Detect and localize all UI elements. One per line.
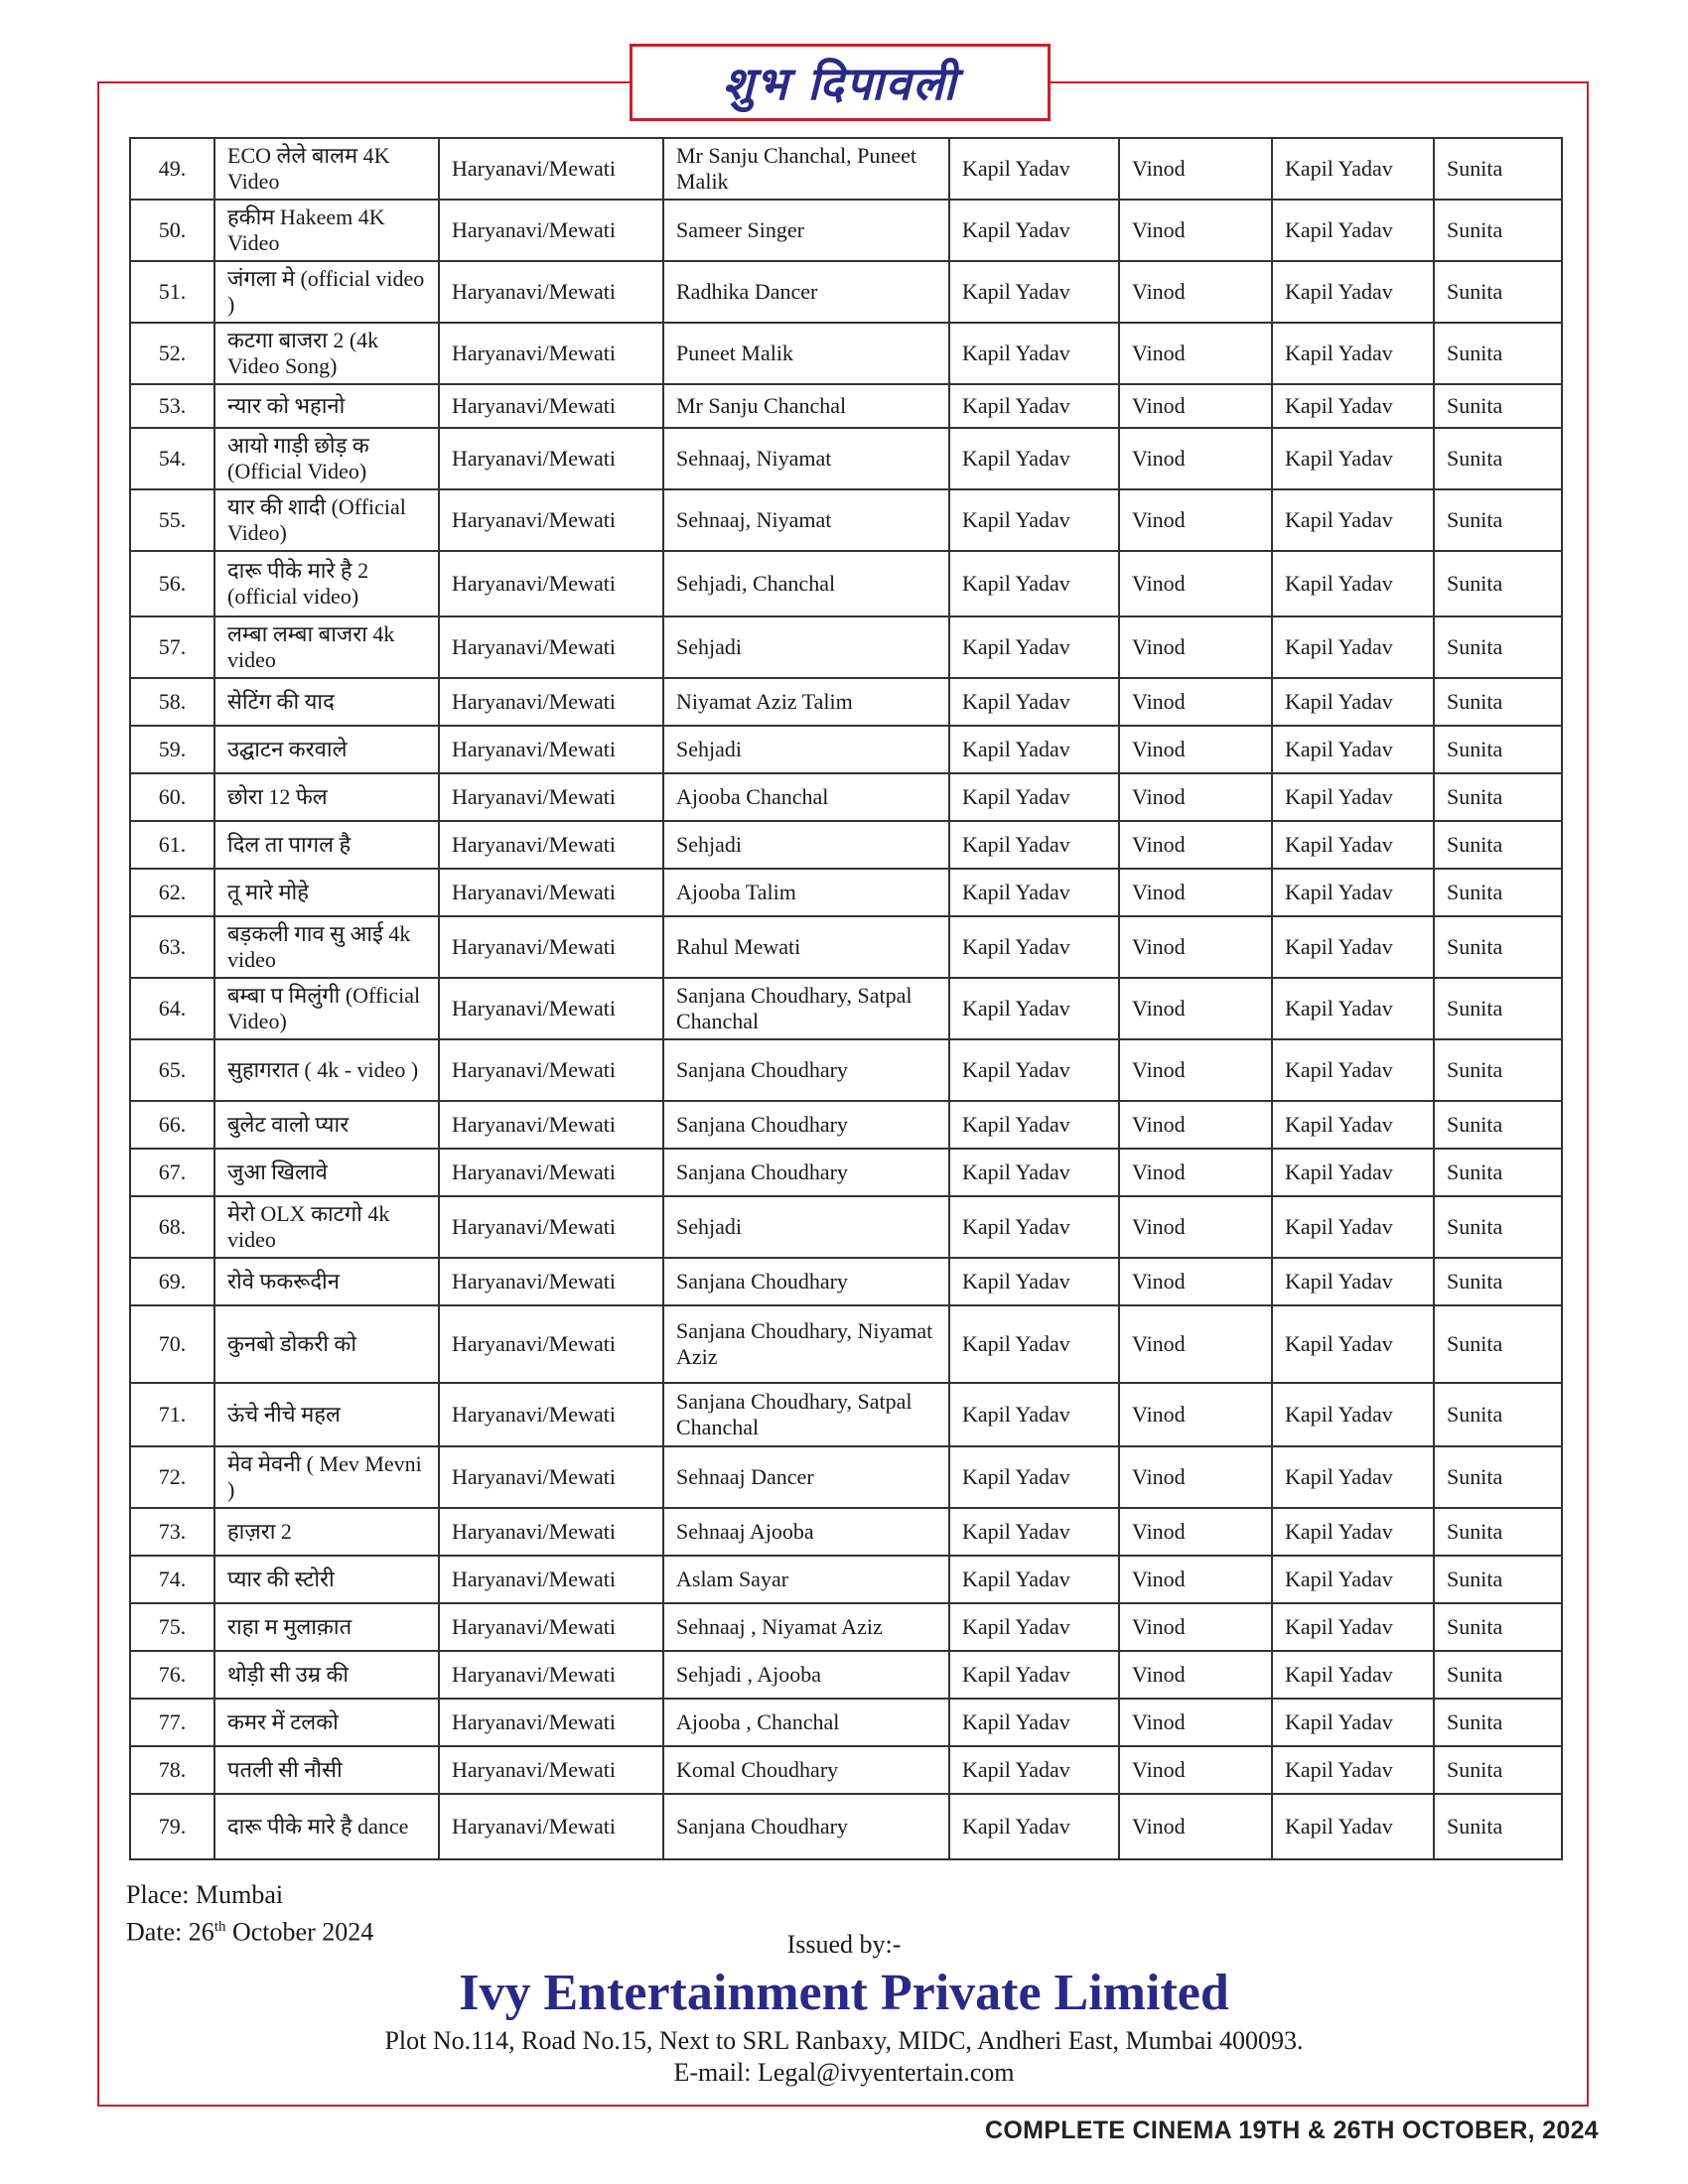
credit-cell: Kapil Yadav [1272, 726, 1434, 773]
language-cell: Haryanavi/Mewati [439, 726, 663, 773]
credit-cell: Kapil Yadav [1272, 773, 1434, 821]
artist-cell: Sehnaaj Dancer [663, 1446, 949, 1508]
language-cell: Haryanavi/Mewati [439, 1383, 663, 1446]
artist-cell: Sehjadi [663, 726, 949, 773]
credit-cell: Sunita [1434, 869, 1562, 916]
row-number: 65. [130, 1039, 214, 1101]
credit-cell: Kapil Yadav [949, 869, 1119, 916]
credit-cell: Kapil Yadav [1272, 1383, 1434, 1446]
table-row [130, 1039, 1562, 1101]
artist-cell: Ajooba Chanchal [663, 773, 949, 821]
credit-cell: Kapil Yadav [1272, 1039, 1434, 1101]
song-title: सुहागरात ( 4k - video ) [214, 1039, 439, 1101]
credit-cell: Vinod [1119, 678, 1272, 726]
table-row [130, 1258, 1562, 1305]
credit-cell: Vinod [1119, 1149, 1272, 1196]
artist-cell: Sanjana Choudhary [663, 1101, 949, 1149]
language-cell: Haryanavi/Mewati [439, 1101, 663, 1149]
artist-cell: Aslam Sayar [663, 1556, 949, 1603]
artist-cell: Sehnaaj Ajooba [663, 1508, 949, 1556]
artist-cell: Sehjadi, Chanchal [663, 551, 949, 616]
song-title: प्यार की स्टोरी [214, 1556, 439, 1603]
credit-cell: Kapil Yadav [949, 678, 1119, 726]
table-row [130, 1101, 1562, 1149]
table-body [130, 138, 1562, 1859]
song-title: न्यार को भहानो [214, 384, 439, 428]
table-row [130, 1556, 1562, 1603]
company-name: Ivy Entertainment Private Limited [459, 1965, 1229, 2021]
company-email: E-mail: Legal@ivyentertain.com [673, 2058, 1015, 2087]
credit-cell: Vinod [1119, 200, 1272, 261]
artist-cell: Sehjadi [663, 1196, 949, 1258]
table-row [130, 1446, 1562, 1508]
row-number: 50. [130, 200, 214, 261]
row-number: 73. [130, 1508, 214, 1556]
row-number: 76. [130, 1651, 214, 1699]
credit-cell: Kapil Yadav [1272, 1446, 1434, 1508]
row-number: 78. [130, 1746, 214, 1794]
credit-cell: Kapil Yadav [1272, 678, 1434, 726]
row-number: 61. [130, 821, 214, 869]
credit-cell: Vinod [1119, 489, 1272, 551]
artist-cell: Mr Sanju Chanchal [663, 384, 949, 428]
credit-cell: Kapil Yadav [1272, 1794, 1434, 1859]
credit-cell: Vinod [1119, 869, 1272, 916]
artist-cell: Sehnaaj, Niyamat [663, 428, 949, 489]
credit-cell: Sunita [1434, 200, 1562, 261]
table-row [130, 1651, 1562, 1699]
credit-cell: Vinod [1119, 1383, 1272, 1446]
credit-cell: Vinod [1119, 1101, 1272, 1149]
row-number: 58. [130, 678, 214, 726]
row-number: 49. [130, 138, 214, 200]
credit-cell: Vinod [1119, 384, 1272, 428]
credit-cell: Sunita [1434, 821, 1562, 869]
place-label: Place: Mumbai [126, 1880, 284, 1909]
language-cell: Haryanavi/Mewati [439, 1746, 663, 1794]
row-number: 57. [130, 616, 214, 678]
song-title: तू मारे मोहे [214, 869, 439, 916]
row-number: 55. [130, 489, 214, 551]
company-address: Plot No.114, Road No.15, Next to SRL Ranbaxy, MIDC, Andheri East, Mumbai 400093. [384, 2026, 1304, 2055]
credit-cell: Vinod [1119, 616, 1272, 678]
credit-cell: Kapil Yadav [949, 428, 1119, 489]
song-title: उद्घाटन करवाले [214, 726, 439, 773]
credit-cell: Sunita [1434, 138, 1562, 200]
table-row [130, 323, 1562, 384]
credit-cell: Sunita [1434, 916, 1562, 978]
language-cell: Haryanavi/Mewati [439, 1039, 663, 1101]
song-title: लम्बा लम्बा बाजरा 4k video [214, 616, 439, 678]
song-title: ऊंचे नीचे महल [214, 1383, 439, 1446]
language-cell: Haryanavi/Mewati [439, 1794, 663, 1859]
language-cell: Haryanavi/Mewati [439, 428, 663, 489]
credit-cell: Sunita [1434, 323, 1562, 384]
table-row [130, 1746, 1562, 1794]
credit-cell: Vinod [1119, 261, 1272, 323]
song-title: दिल ता पागल है [214, 821, 439, 869]
credit-cell: Vinod [1119, 551, 1272, 616]
credit-cell: Vinod [1119, 1651, 1272, 1699]
credit-cell: Sunita [1434, 1651, 1562, 1699]
table-row [130, 551, 1562, 616]
language-cell: Haryanavi/Mewati [439, 978, 663, 1039]
table-row [130, 1383, 1562, 1446]
credit-cell: Kapil Yadav [1272, 1149, 1434, 1196]
table-row [130, 1699, 1562, 1746]
credit-cell: Sunita [1434, 1305, 1562, 1383]
language-cell: Haryanavi/Mewati [439, 1556, 663, 1603]
table-row [130, 200, 1562, 261]
song-title: सेटिंग की याद [214, 678, 439, 726]
language-cell: Haryanavi/Mewati [439, 1196, 663, 1258]
credit-cell: Kapil Yadav [949, 1699, 1119, 1746]
credit-cell: Sunita [1434, 1383, 1562, 1446]
artist-cell: Sanjana Choudhary, Niyamat Aziz [663, 1305, 949, 1383]
credit-cell: Sunita [1434, 1039, 1562, 1101]
credit-cell: Vinod [1119, 138, 1272, 200]
credit-cell: Kapil Yadav [949, 1651, 1119, 1699]
song-title: रोवे फकरूदीन [214, 1258, 439, 1305]
language-cell: Haryanavi/Mewati [439, 1699, 663, 1746]
credit-cell: Sunita [1434, 1603, 1562, 1651]
credit-cell: Sunita [1434, 1196, 1562, 1258]
table-row [130, 1305, 1562, 1383]
song-title: कमर में टलको [214, 1699, 439, 1746]
song-title: पतली सी नौसी [214, 1746, 439, 1794]
credit-cell: Kapil Yadav [1272, 1556, 1434, 1603]
credit-cell: Kapil Yadav [1272, 323, 1434, 384]
credit-cell: Kapil Yadav [949, 489, 1119, 551]
credit-cell: Kapil Yadav [1272, 489, 1434, 551]
song-title: यार की शादी (Official Video) [214, 489, 439, 551]
song-title: दारू पीके मारे है dance [214, 1794, 439, 1859]
credit-cell: Kapil Yadav [949, 1556, 1119, 1603]
row-number: 74. [130, 1556, 214, 1603]
row-number: 64. [130, 978, 214, 1039]
issued-by: Issued by:- [786, 1930, 902, 1959]
credit-cell: Kapil Yadav [1272, 821, 1434, 869]
song-title: मेव मेवनी ( Mev Mevni ) [214, 1446, 439, 1508]
credit-cell: Vinod [1119, 1508, 1272, 1556]
credit-cell: Kapil Yadav [949, 916, 1119, 978]
credit-cell: Kapil Yadav [949, 323, 1119, 384]
artist-cell: Ajooba Talim [663, 869, 949, 916]
row-number: 70. [130, 1305, 214, 1383]
language-cell: Haryanavi/Mewati [439, 384, 663, 428]
artist-cell: Radhika Dancer [663, 261, 949, 323]
credit-cell: Kapil Yadav [1272, 138, 1434, 200]
language-cell: Haryanavi/Mewati [439, 200, 663, 261]
song-title: थोड़ी सी उम्र की [214, 1651, 439, 1699]
language-cell: Haryanavi/Mewati [439, 1651, 663, 1699]
artist-cell: Rahul Mewati [663, 916, 949, 978]
credit-cell: Kapil Yadav [949, 200, 1119, 261]
song-title: हकीम Hakeem 4K Video [214, 200, 439, 261]
song-title: आयो गाड़ी छोड़ क (Official Video) [214, 428, 439, 489]
language-cell: Haryanavi/Mewati [439, 1258, 663, 1305]
credit-cell: Vinod [1119, 1258, 1272, 1305]
artist-cell: Sehnaaj, Niyamat [663, 489, 949, 551]
credit-cell: Kapil Yadav [949, 1305, 1119, 1383]
credit-cell: Kapil Yadav [949, 138, 1119, 200]
language-cell: Haryanavi/Mewati [439, 678, 663, 726]
table-row [130, 616, 1562, 678]
table-row [130, 869, 1562, 916]
artist-cell: Sanjana Choudhary, Satpal Chanchal [663, 1383, 949, 1446]
artist-cell: Mr Sanju Chanchal, Puneet Malik [663, 138, 949, 200]
language-cell: Haryanavi/Mewati [439, 1508, 663, 1556]
song-title: कुनबो डोकरी को [214, 1305, 439, 1383]
table-row [130, 428, 1562, 489]
song-title: राहा म मुलाक़ात [214, 1603, 439, 1651]
artist-cell: Puneet Malik [663, 323, 949, 384]
table-row [130, 726, 1562, 773]
artist-cell: Sanjana Choudhary [663, 1039, 949, 1101]
credit-cell: Sunita [1434, 726, 1562, 773]
language-cell: Haryanavi/Mewati [439, 323, 663, 384]
table-row [130, 821, 1562, 869]
credit-cell: Kapil Yadav [949, 726, 1119, 773]
table-row [130, 1603, 1562, 1651]
artist-cell: Komal Choudhary [663, 1746, 949, 1794]
credit-cell: Sunita [1434, 1149, 1562, 1196]
credit-cell: Kapil Yadav [949, 821, 1119, 869]
row-number: 52. [130, 323, 214, 384]
song-title: जंगला मे (official video ) [214, 261, 439, 323]
table-row [130, 1508, 1562, 1556]
credit-cell: Vinod [1119, 428, 1272, 489]
credit-cell: Vinod [1119, 1556, 1272, 1603]
artist-cell: Sehjadi , Ajooba [663, 1651, 949, 1699]
credit-cell: Kapil Yadav [1272, 261, 1434, 323]
language-cell: Haryanavi/Mewati [439, 261, 663, 323]
row-number: 62. [130, 869, 214, 916]
credit-cell: Kapil Yadav [1272, 200, 1434, 261]
row-number: 77. [130, 1699, 214, 1746]
credit-cell: Kapil Yadav [949, 1196, 1119, 1258]
table-row [130, 384, 1562, 428]
credit-cell: Vinod [1119, 726, 1272, 773]
credit-cell: Kapil Yadav [949, 1383, 1119, 1446]
song-title: बड़कली गाव सु आई 4k video [214, 916, 439, 978]
credit-cell: Sunita [1434, 1101, 1562, 1149]
credit-cell: Vinod [1119, 978, 1272, 1039]
date-label: Date: 26th October 2024 [126, 1917, 374, 1947]
credit-cell: Kapil Yadav [949, 1746, 1119, 1794]
artist-cell: Sehjadi [663, 821, 949, 869]
credit-cell: Sunita [1434, 1556, 1562, 1603]
credit-cell: Vinod [1119, 1196, 1272, 1258]
publication-line: COMPLETE CINEMA 19TH & 26TH OCTOBER, 2024 [985, 2116, 1599, 2144]
table-row [130, 678, 1562, 726]
language-cell: Haryanavi/Mewati [439, 1603, 663, 1651]
row-number: 51. [130, 261, 214, 323]
credit-cell: Kapil Yadav [1272, 1101, 1434, 1149]
table-row [130, 773, 1562, 821]
credit-cell: Kapil Yadav [949, 1603, 1119, 1651]
row-number: 63. [130, 916, 214, 978]
credit-cell: Kapil Yadav [949, 616, 1119, 678]
language-cell: Haryanavi/Mewati [439, 773, 663, 821]
row-number: 53. [130, 384, 214, 428]
artist-cell: Sanjana Choudhary [663, 1258, 949, 1305]
row-number: 75. [130, 1603, 214, 1651]
credit-cell: Sunita [1434, 678, 1562, 726]
language-cell: Haryanavi/Mewati [439, 551, 663, 616]
credit-cell: Vinod [1119, 916, 1272, 978]
credit-cell: Vinod [1119, 773, 1272, 821]
language-cell: Haryanavi/Mewati [439, 869, 663, 916]
language-cell: Haryanavi/Mewati [439, 1149, 663, 1196]
credit-cell: Kapil Yadav [949, 261, 1119, 323]
credit-cell: Vinod [1119, 821, 1272, 869]
credit-cell: Kapil Yadav [949, 551, 1119, 616]
artist-cell: Ajooba , Chanchal [663, 1699, 949, 1746]
credit-cell: Kapil Yadav [1272, 616, 1434, 678]
credit-cell: Sunita [1434, 616, 1562, 678]
artist-cell: Sanjana Choudhary [663, 1149, 949, 1196]
credit-cell: Sunita [1434, 1258, 1562, 1305]
credit-cell: Kapil Yadav [949, 1039, 1119, 1101]
song-title: बुलेट वालो प्यार [214, 1101, 439, 1149]
table-row [130, 978, 1562, 1039]
credit-cell: Kapil Yadav [1272, 978, 1434, 1039]
language-cell: Haryanavi/Mewati [439, 821, 663, 869]
row-number: 72. [130, 1446, 214, 1508]
credit-cell: Sunita [1434, 773, 1562, 821]
row-number: 54. [130, 428, 214, 489]
artist-cell: Sehnaaj , Niyamat Aziz [663, 1603, 949, 1651]
song-title: हाज़रा 2 [214, 1508, 439, 1556]
credit-cell: Sunita [1434, 1446, 1562, 1508]
song-title: जुआ खिलावे [214, 1149, 439, 1196]
language-cell: Haryanavi/Mewati [439, 1305, 663, 1383]
credit-cell: Kapil Yadav [949, 1258, 1119, 1305]
song-title: बम्बा प मिलुंगी (Official Video) [214, 978, 439, 1039]
credit-cell: Kapil Yadav [949, 1149, 1119, 1196]
credit-cell: Sunita [1434, 384, 1562, 428]
credit-cell: Kapil Yadav [1272, 1746, 1434, 1794]
artist-cell: Sanjana Choudhary [663, 1794, 949, 1859]
language-cell: Haryanavi/Mewati [439, 138, 663, 200]
song-title: ECO लेले बालम 4K Video [214, 138, 439, 200]
row-number: 60. [130, 773, 214, 821]
credit-cell: Kapil Yadav [1272, 916, 1434, 978]
table-row [130, 1794, 1562, 1859]
credit-cell: Vinod [1119, 1039, 1272, 1101]
credit-cell: Kapil Yadav [949, 1446, 1119, 1508]
row-number: 67. [130, 1149, 214, 1196]
header-title: शुभ दिपावली [630, 44, 1051, 121]
language-cell: Haryanavi/Mewati [439, 616, 663, 678]
row-number: 71. [130, 1383, 214, 1446]
row-number: 56. [130, 551, 214, 616]
credit-cell: Sunita [1434, 1794, 1562, 1859]
song-title: दारू पीके मारे है 2 (official video) [214, 551, 439, 616]
credit-cell: Sunita [1434, 261, 1562, 323]
credit-cell: Kapil Yadav [1272, 1603, 1434, 1651]
language-cell: Haryanavi/Mewati [439, 1446, 663, 1508]
language-cell: Haryanavi/Mewati [439, 916, 663, 978]
credit-cell: Vinod [1119, 1746, 1272, 1794]
artist-cell: Sanjana Choudhary, Satpal Chanchal [663, 978, 949, 1039]
credit-cell: Kapil Yadav [1272, 551, 1434, 616]
table-row [130, 489, 1562, 551]
credit-cell: Kapil Yadav [949, 1794, 1119, 1859]
row-number: 66. [130, 1101, 214, 1149]
credit-cell: Sunita [1434, 978, 1562, 1039]
song-title: छोरा 12 फेल [214, 773, 439, 821]
credit-cell: Vinod [1119, 1794, 1272, 1859]
credit-cell: Vinod [1119, 1699, 1272, 1746]
table-row [130, 261, 1562, 323]
row-number: 68. [130, 1196, 214, 1258]
credit-cell: Vinod [1119, 323, 1272, 384]
row-number: 69. [130, 1258, 214, 1305]
credit-cell: Kapil Yadav [949, 384, 1119, 428]
rights-table [129, 137, 1563, 1860]
artist-cell: Sehjadi [663, 616, 949, 678]
song-title: कटगा बाजरा 2 (4k Video Song) [214, 323, 439, 384]
credit-cell: Kapil Yadav [1272, 1305, 1434, 1383]
credit-cell: Sunita [1434, 428, 1562, 489]
credit-cell: Kapil Yadav [949, 773, 1119, 821]
artist-cell: Niyamat Aziz Talim [663, 678, 949, 726]
credit-cell: Sunita [1434, 551, 1562, 616]
credit-cell: Kapil Yadav [1272, 384, 1434, 428]
credit-cell: Kapil Yadav [949, 1508, 1119, 1556]
song-title: मेरो OLX काटगो 4k video [214, 1196, 439, 1258]
row-number: 59. [130, 726, 214, 773]
table-row [130, 916, 1562, 978]
credit-cell: Sunita [1434, 489, 1562, 551]
credit-cell: Kapil Yadav [1272, 1258, 1434, 1305]
credit-cell: Vinod [1119, 1603, 1272, 1651]
credit-cell: Kapil Yadav [1272, 869, 1434, 916]
credit-cell: Sunita [1434, 1699, 1562, 1746]
credit-cell: Kapil Yadav [1272, 1699, 1434, 1746]
credit-cell: Sunita [1434, 1746, 1562, 1794]
credit-cell: Kapil Yadav [1272, 1196, 1434, 1258]
table-row [130, 1149, 1562, 1196]
credit-cell: Vinod [1119, 1305, 1272, 1383]
credit-cell: Vinod [1119, 1446, 1272, 1508]
credit-cell: Kapil Yadav [1272, 1508, 1434, 1556]
artist-cell: Sameer Singer [663, 200, 949, 261]
table-row [130, 1196, 1562, 1258]
credit-cell: Kapil Yadav [949, 1101, 1119, 1149]
row-number: 79. [130, 1794, 214, 1859]
table-row [130, 138, 1562, 200]
credit-cell: Kapil Yadav [1272, 428, 1434, 489]
credit-cell: Sunita [1434, 1508, 1562, 1556]
credit-cell: Kapil Yadav [949, 978, 1119, 1039]
credit-cell: Kapil Yadav [1272, 1651, 1434, 1699]
language-cell: Haryanavi/Mewati [439, 489, 663, 551]
